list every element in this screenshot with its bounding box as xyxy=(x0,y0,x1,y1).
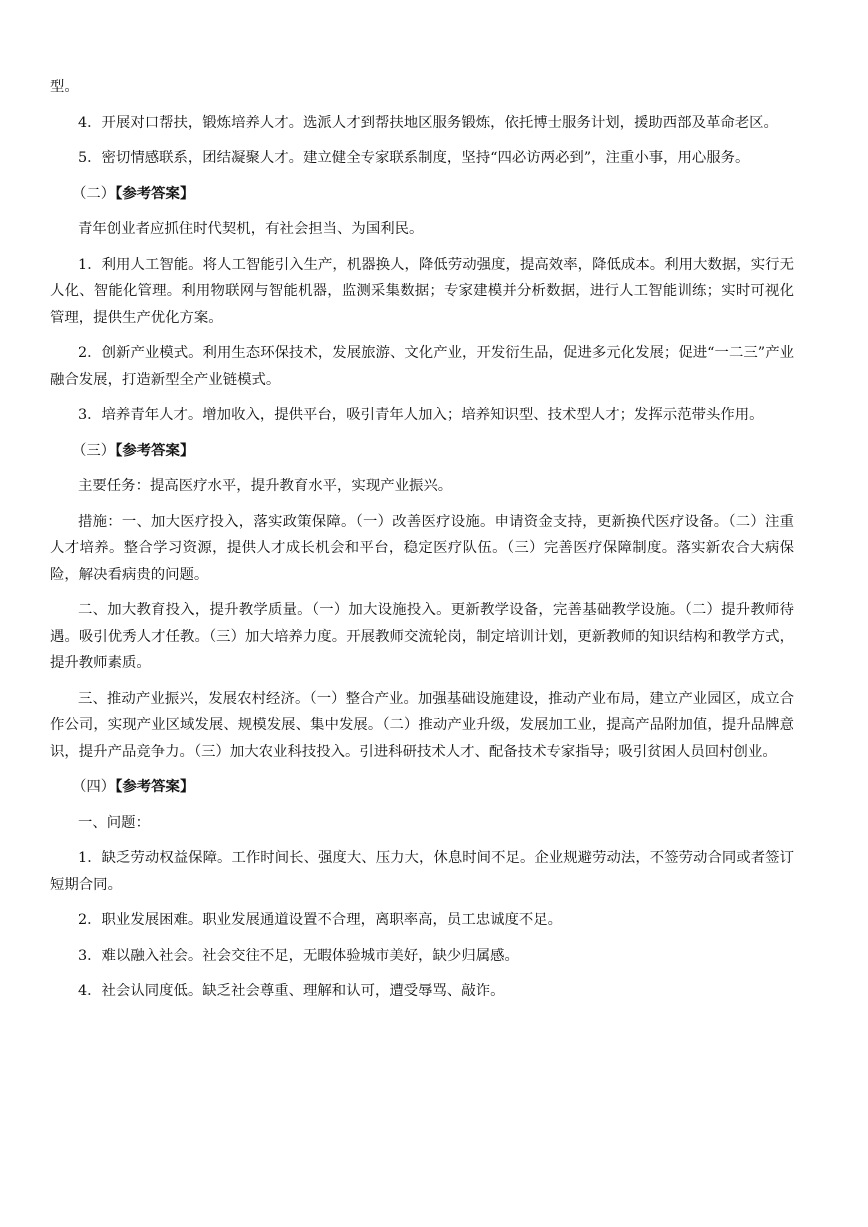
paragraph-point-4: 4．开展对口帮扶，锻炼培养人才。选派人才到帮扶地区服务锻炼，依托博士服务计划，援助西部及革命老区。 xyxy=(78,114,778,131)
section-heading-prefix: （三） xyxy=(72,442,116,459)
section-heading-3 xyxy=(50,438,794,465)
paragraph-problems-title: 一、问题： xyxy=(78,814,150,831)
paragraph-measures-3: 三、推动产业振兴，发展农村经济。（一）整合产业。加强基础设施建设，推动产业布局，建立产业园区，成立合作公司，实现产业区域发展、规模发展、集中发展。（二）推动产业升级，发展加工业，提高产品附加值，提升品牌意识，提升产品竞争力。（三）加大农业科技投入。引进科研技术人才、配备技术专家指导；吸引贫困人员回村创业。 xyxy=(50,690,794,760)
paragraph-problem-3: 3．难以融入社会。社会交往不足，无暇体验城市美好，缺少归属感。 xyxy=(78,947,519,964)
paragraph-point-5: 5．密切情感联系，团结凝聚人才。建立健全专家联系制度，坚持“四必访两必到”，注重小事，用心服务。 xyxy=(78,150,750,166)
section-heading-prefix: （二） xyxy=(72,185,116,202)
paragraph-measures-2: 二、加大教育投入，提升教学质量。（一）加大设施投入。更新教学设备，完善基础教学设施。（二）提升教师待遇。吸引优秀人才任教。（三）加大培养力度。开展教师交流轮岗，制定培训计划，更新教师的知识结构和教学方式，提升教师素质。 xyxy=(50,602,794,671)
paragraph-measures-1: 措施：一、加大医疗投入，落实政策保障。（一）改善医疗设施。申请资金支持，更新换代医疗设备。（二）注重人才培养。整合学习资源，提供人才成长机会和平台，稳定医疗队伍。（三）完善医疗保障制度。落实新农合大病保险，解决看病贵的问题。 xyxy=(50,513,794,583)
paragraph-point-1: 1．利用人工智能。将人工智能引入生产，机器换人，降低劳动强度，提高效率，降低成本。利用大数据，实行无人化、智能化管理。利用物联网与智能机器，监测采集数据；专家建模并分析数据，进行人工智能训练；实时可视化管理，提供生产优化方案。 xyxy=(50,256,794,326)
section-heading-2 xyxy=(50,181,794,208)
paragraph-problem-2: 2．职业发展困难。职业发展通道设置不合理，离职率高，员工忠诚度不足。 xyxy=(78,912,563,928)
section-heading-label: 【参考答案】 xyxy=(115,184,195,202)
paragraph-intro: 青年创业者应抓住时代契机，有社会担当、为国利民。 xyxy=(78,221,424,237)
section-heading-label: 【参考答案】 xyxy=(115,441,195,459)
paragraph-problem-1: 1．缺乏劳动权益保障。工作时间长、强度大、压力大，休息时间不足。企业规避劳动法，不签劳动合同或者签订短期合同。 xyxy=(50,850,794,893)
paragraph-point-2: 2．创新产业模式。利用生态环保技术，发展旅游、文化产业，开发衍生品，促进多元化发展；促进“一二三”产业融合发展，打造新型全产业链模式。 xyxy=(50,345,794,388)
paragraph-continuation: 型。 xyxy=(50,79,79,95)
document-body xyxy=(50,74,794,1014)
paragraph-point-3: 3．培养青年人才。增加收入，提供平台，吸引青年人加入；培养知识型、技术型人才；发挥示范带头作用。 xyxy=(78,407,764,423)
paragraph-problem-4: 4．社会认同度低。缺乏社会尊重、理解和认可，遭受辱骂、敲诈。 xyxy=(78,983,505,999)
paragraph-main-tasks: 主要任务：提高医疗水平，提升教育水平，实现产业振兴。 xyxy=(78,478,453,494)
section-heading-label: 【参考答案】 xyxy=(115,778,195,795)
section-heading-4 xyxy=(50,774,794,801)
section-heading-prefix: （四） xyxy=(72,779,116,795)
